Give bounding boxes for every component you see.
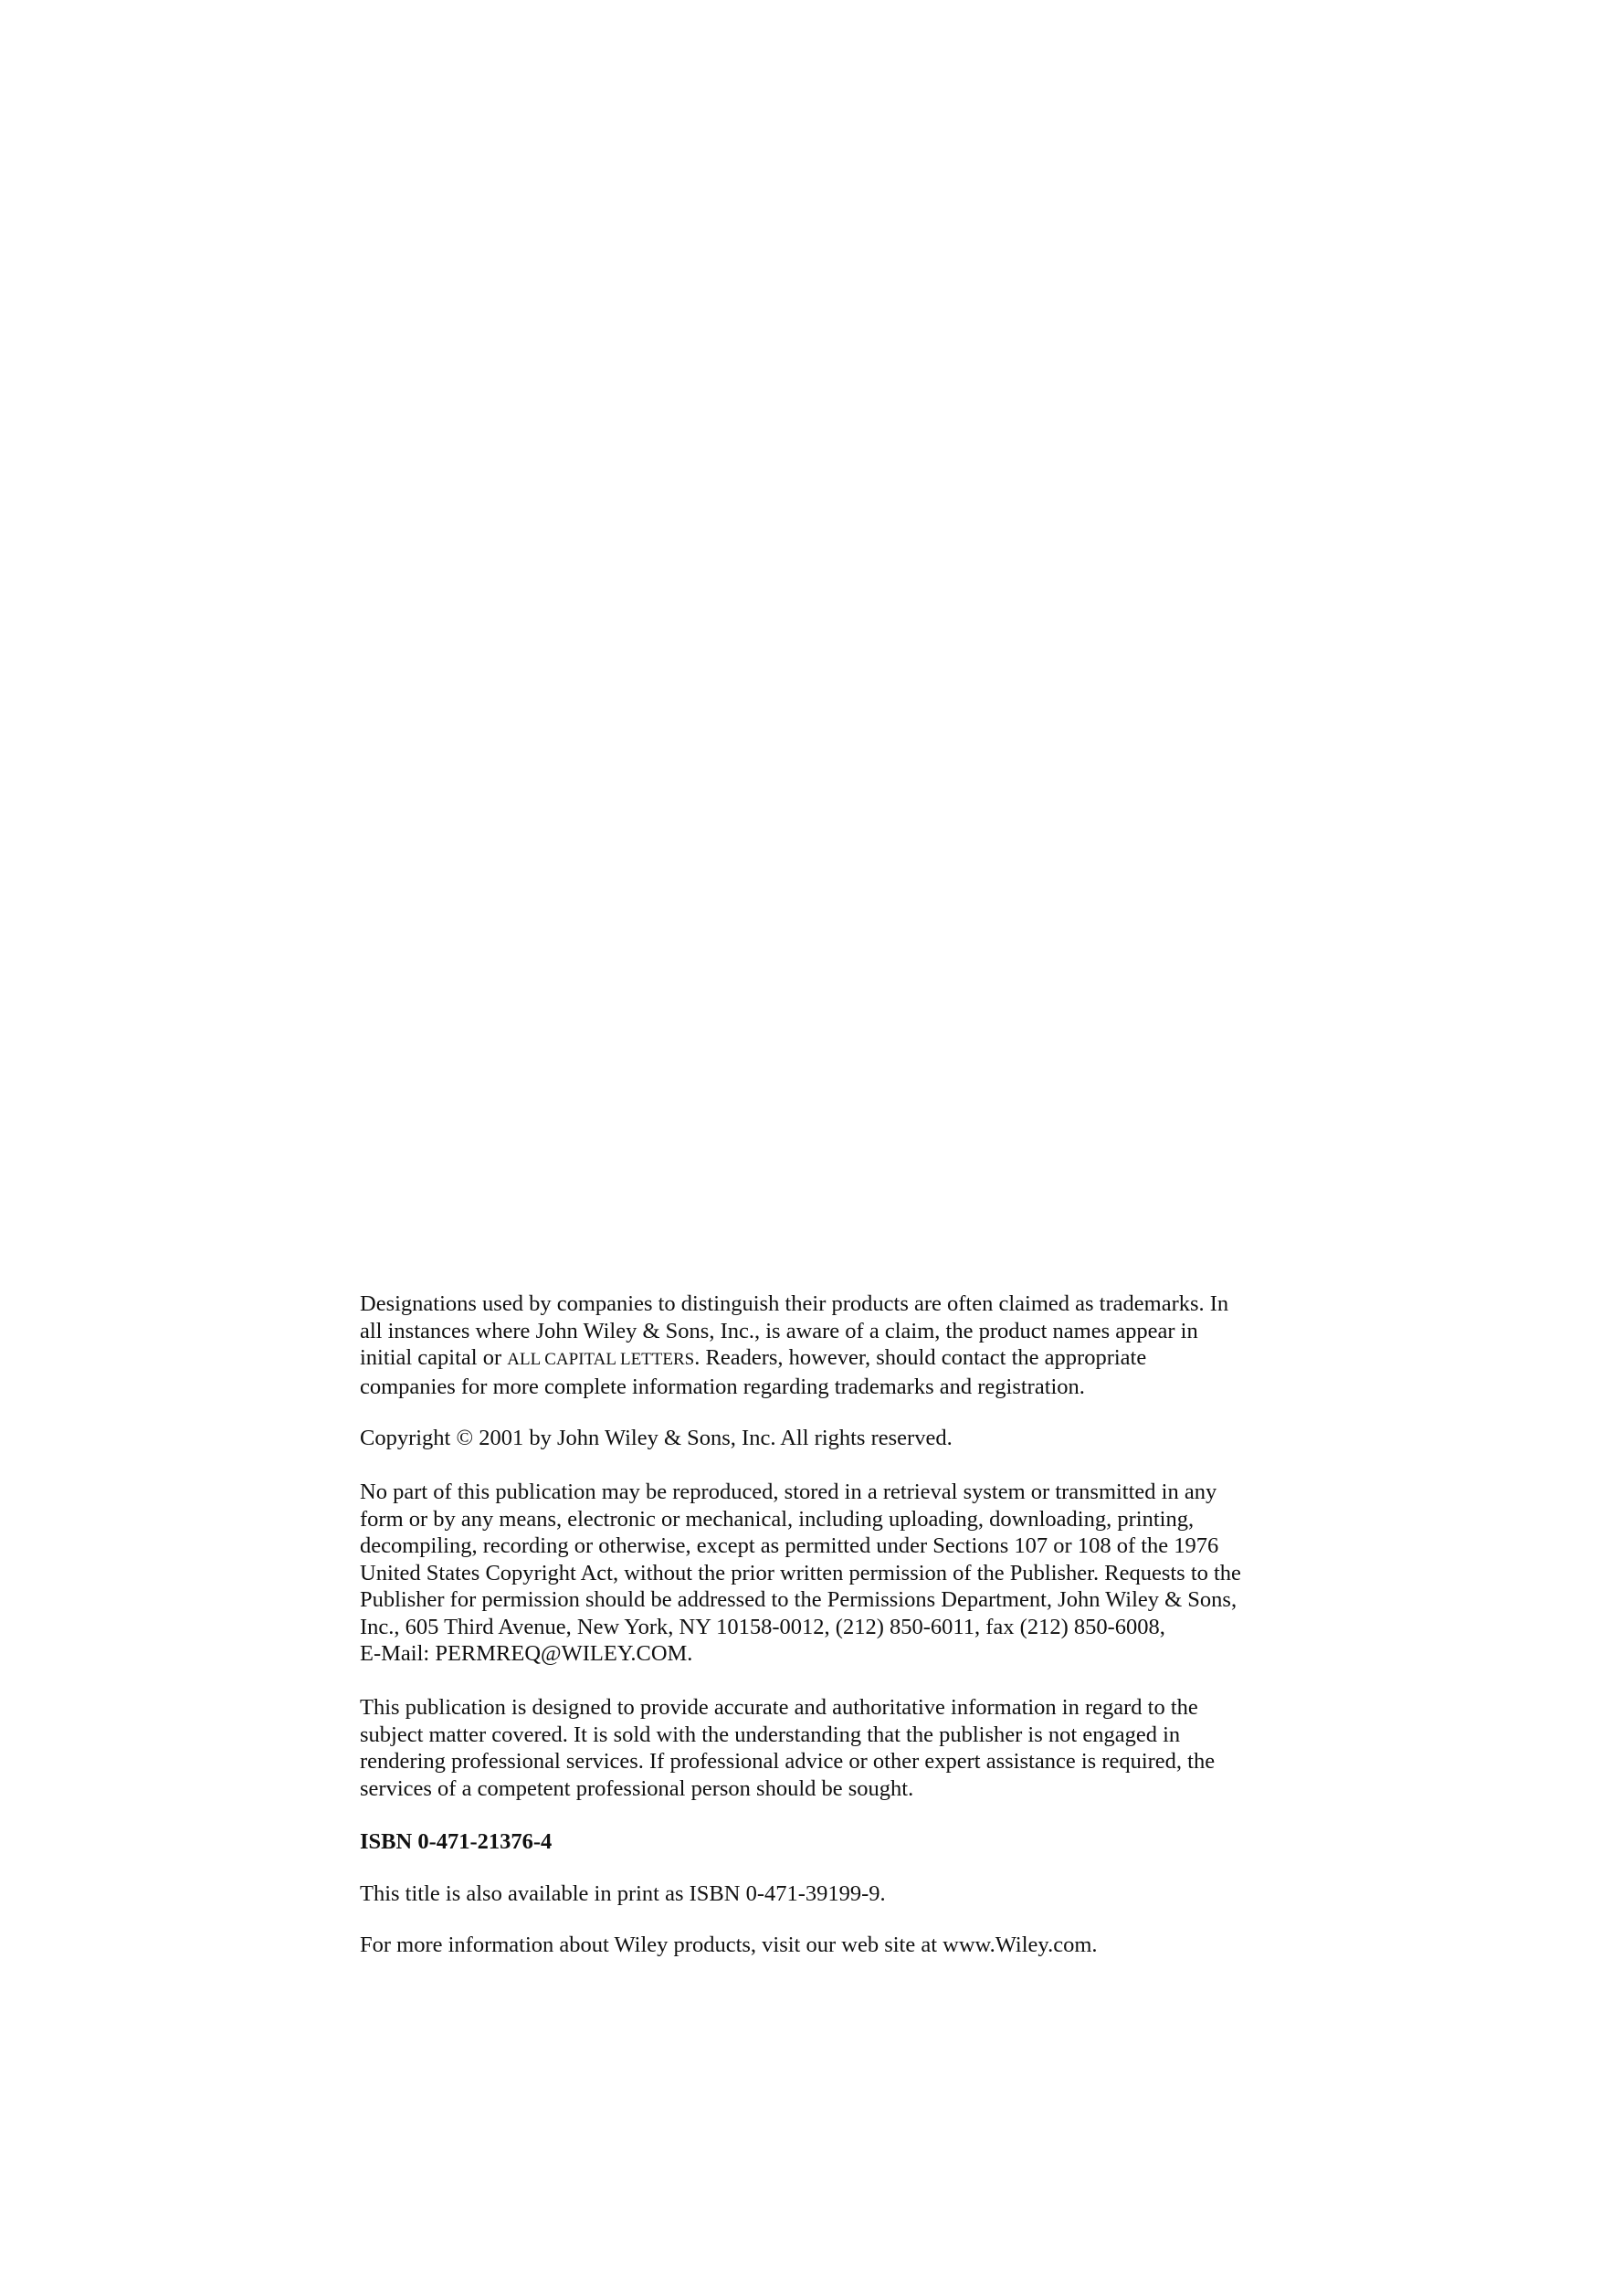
text-line: all instances where John Wiley & Sons, Inc., is aware of a claim, the product names appear in (360, 1318, 1198, 1343)
text-line: United States Copyright Act, without the prior written permission of the Publisher. Requests to the (360, 1560, 1241, 1585)
website-note: For more information about Wiley products, visit our web site at www.Wiley.com. (360, 1933, 1098, 1957)
copyright-line: Copyright © 2001 by John Wiley & Sons, Inc. All rights reserved. (360, 1426, 953, 1450)
text-line: Publisher for permission should be addressed to the Permissions Department, John Wiley & Sons, (360, 1587, 1238, 1612)
text-line: decompiling, recording or otherwise, except as permitted under Sections 107 or 108 of the 1976 (360, 1533, 1219, 1558)
text-line: Inc., 605 Third Avenue, New York, NY 10158-0012, (212) 850-6011, fax (212) 850-6008, (360, 1614, 1165, 1639)
permissions-notice (360, 1479, 1291, 1668)
text-line: No part of this publication may be reproduced, stored in a retrieval system or transmitted in any (360, 1480, 1217, 1504)
text-line: E-Mail: PERMREQ@WILEY.COM. (360, 1641, 693, 1666)
copyright-notice (360, 1425, 1291, 1452)
text-fragment: . Readers, however, should contact the appropriate (694, 1345, 1147, 1370)
text-line: rendering professional services. If professional advice or other expert assistance is required, the (360, 1749, 1216, 1774)
trademark-notice (360, 1290, 1291, 1400)
text-line: This publication is designed to provide accurate and authoritative information in regard to the (360, 1695, 1198, 1720)
disclaimer-notice (360, 1694, 1291, 1802)
text-fragment: initial capital or (360, 1345, 508, 1370)
text-line (360, 1344, 1291, 1374)
text-line: companies for more complete information regarding trademarks and registration. (360, 1374, 1085, 1399)
isbn: ISBN 0-471-21376-4 (360, 1829, 553, 1854)
print-isbn-note: This title is also available in print as ISBN 0-471-39199-9. (360, 1881, 886, 1906)
text-line: Designations used by companies to distinguish their products are often claimed as trademarks. In (360, 1291, 1229, 1316)
text-line: services of a competent professional person should be sought. (360, 1775, 914, 1801)
text-line: form or by any means, electronic or mechanical, including uploading, downloading, printing, (360, 1506, 1195, 1532)
small-caps-text: ALL CAPITAL LETTERS (507, 1350, 695, 1369)
text-line: subject matter covered. It is sold with the understanding that the publisher is not engaged in (360, 1722, 1181, 1747)
